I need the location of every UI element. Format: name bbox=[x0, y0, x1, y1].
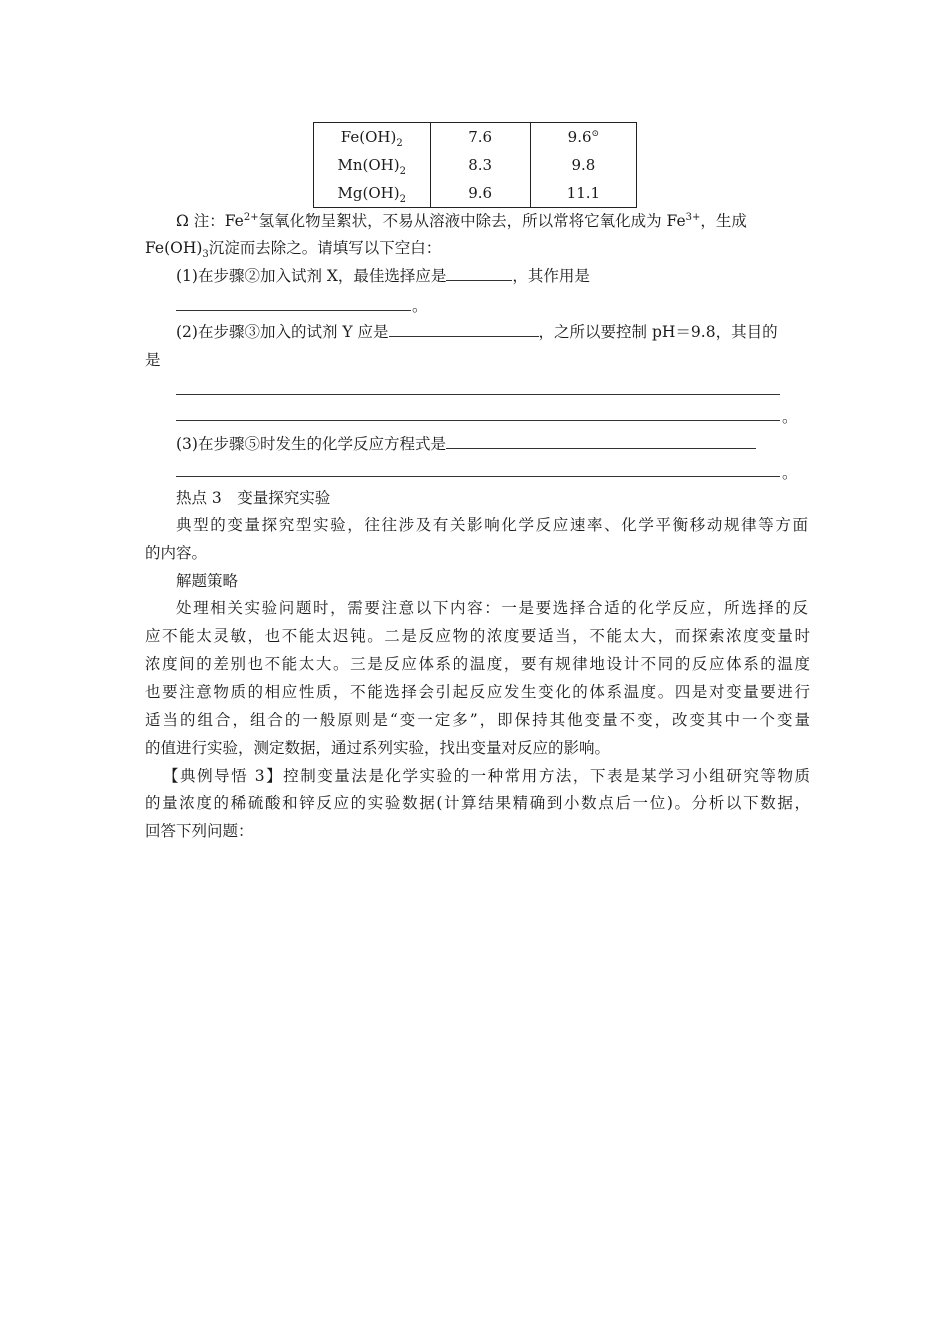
question-1 bbox=[176, 266, 841, 286]
hydroxide-ph-table bbox=[313, 122, 637, 208]
superscript: 2+ bbox=[243, 211, 259, 223]
intro-line-1: 典型的变量探究型实验，往往涉及有关影响化学反应速率、化学平衡移动规律等方面 bbox=[176, 516, 808, 534]
section-title: 热点 3 变量探究实验 bbox=[176, 489, 331, 507]
subscript: 3 bbox=[202, 249, 209, 261]
para-line: 的值进行实验，测定数据，通过系列实验，找出变量对反应的影响。 bbox=[145, 739, 611, 757]
para-line: 浓度间的差别也不能太大。三是反应体系的温度，要有规律地设计不同的反应体系的温度 bbox=[145, 655, 810, 673]
footnote-mark: ⊙ bbox=[591, 129, 600, 139]
question-text: (1)在步骤②加入试剂 X，最佳选择应是 bbox=[176, 267, 447, 285]
question-2 bbox=[176, 322, 841, 342]
example-line: 【典例导悟 3】控制变量法是化学实验的一种常用方法，下表是某学习小组研究等物质 bbox=[163, 767, 810, 785]
example-line: 的量浓度的稀硫酸和锌反应的实验数据(计算结果精确到小数点后一位)。分析以下数据， bbox=[145, 794, 810, 812]
table-cell bbox=[314, 123, 431, 152]
table-row bbox=[314, 179, 637, 208]
para-line: 处理相关实验问题时，需要注意以下内容：一是要选择合适的化学反应，所选择的反 bbox=[176, 599, 808, 617]
period: 。 bbox=[782, 464, 798, 482]
question-text: (3)在步骤⑤时发生的化学反应方程式是 bbox=[176, 435, 446, 453]
table-row bbox=[314, 151, 637, 179]
period: 。 bbox=[782, 408, 798, 426]
table-row bbox=[314, 123, 637, 152]
period: 。 bbox=[412, 297, 428, 315]
table-cell: 7.6 bbox=[430, 123, 530, 152]
answer-line[interactable] bbox=[176, 476, 780, 477]
table-cell bbox=[530, 123, 636, 152]
superscript: 3+ bbox=[685, 211, 701, 223]
note-text: Fe(OH) bbox=[145, 239, 203, 257]
answer-line[interactable] bbox=[176, 394, 780, 395]
answer-line[interactable] bbox=[176, 310, 411, 311]
note-line-1 bbox=[176, 211, 808, 231]
compound-name: Mn(OH) bbox=[337, 156, 400, 174]
question-3 bbox=[176, 434, 841, 454]
question-2-cont: 是 bbox=[145, 351, 161, 369]
subscript: 2 bbox=[399, 194, 406, 205]
note-text: Ω 注：Fe bbox=[176, 212, 244, 230]
answer-blank[interactable] bbox=[446, 434, 756, 449]
compound-name: Mg(OH) bbox=[337, 184, 400, 202]
compound-name: Fe(OH) bbox=[340, 128, 397, 146]
table-cell: 11.1 bbox=[530, 179, 636, 208]
table-cell bbox=[314, 151, 431, 179]
table-cell: 8.3 bbox=[430, 151, 530, 179]
cell-value: 9.6 bbox=[567, 128, 592, 146]
table-cell bbox=[314, 179, 431, 208]
note-line-2 bbox=[145, 238, 810, 261]
note-text: ，生成 bbox=[700, 212, 747, 230]
para-line: 应不能太灵敏，也不能太迟钝。二是反应物的浓度要适当，不能太大，而探索浓度变量时 bbox=[145, 627, 810, 645]
subscript: 2 bbox=[399, 166, 406, 177]
intro-line-2: 的内容。 bbox=[145, 544, 208, 562]
question-text: ，其作用是 bbox=[512, 267, 590, 285]
para-line: 适当的组合，组合的一般原则是“变一定多”，即保持其他变量不变，改变其中一个变量 bbox=[145, 711, 810, 729]
note-text: 沉淀而去除之。请填写以下空白： bbox=[208, 239, 442, 257]
note-text: 氢氧化物呈絮状，不易从溶液中除去，所以常将它氧化成为 Fe bbox=[258, 212, 686, 230]
table-cell: 9.8 bbox=[530, 151, 636, 179]
question-text: (2)在步骤③加入的试剂 Y 应是 bbox=[176, 323, 389, 341]
answer-line[interactable] bbox=[176, 420, 780, 421]
para-line: 也要注意物质的相应性质，不能选择会引起反应发生变化的体系温度。四是对变量要进行 bbox=[145, 683, 810, 701]
subscript: 2 bbox=[396, 138, 403, 149]
strategy-title: 解题策略 bbox=[176, 572, 239, 590]
table-cell: 9.6 bbox=[430, 179, 530, 208]
question-text: ，之所以要控制 pH＝9.8，其目的 bbox=[538, 323, 778, 341]
example-line: 回答下列问题： bbox=[145, 822, 254, 840]
answer-blank[interactable] bbox=[389, 322, 539, 337]
answer-blank[interactable] bbox=[446, 266, 512, 281]
